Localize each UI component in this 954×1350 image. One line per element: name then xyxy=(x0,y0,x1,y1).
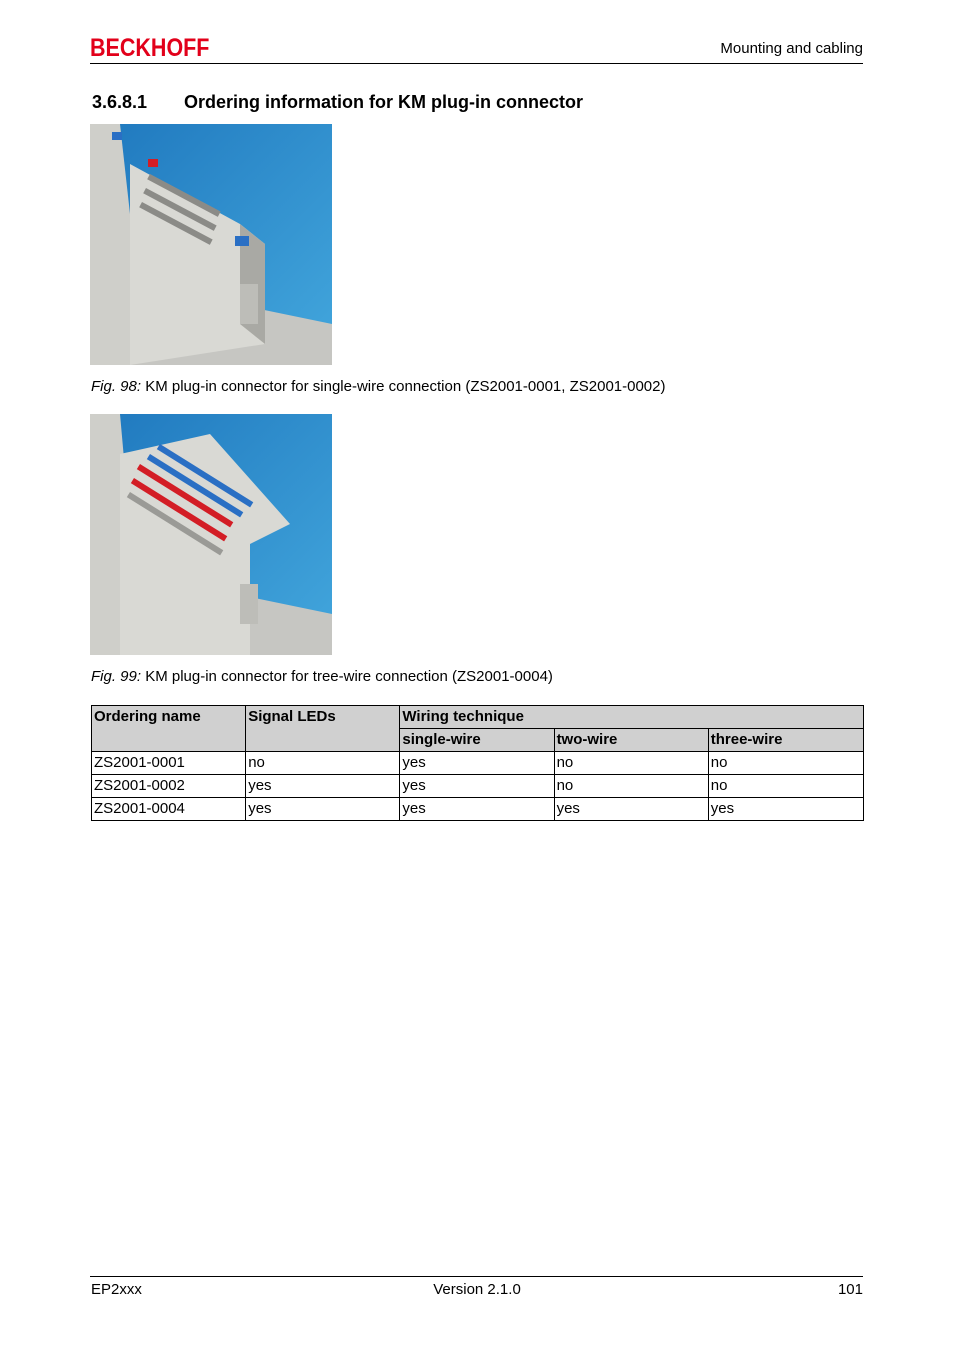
section-heading xyxy=(92,92,583,113)
table-cell: no xyxy=(246,752,400,775)
table-cell: yes xyxy=(708,798,863,821)
table-cell: ZS2001-0001 xyxy=(92,752,246,775)
header-two-wire: two-wire xyxy=(554,729,708,752)
table-cell: yes xyxy=(400,798,554,821)
header-wiring-technique: Wiring technique xyxy=(400,706,864,729)
table-row xyxy=(92,798,864,821)
table-cell: yes xyxy=(400,752,554,775)
header-rule xyxy=(90,63,863,64)
table-cell: ZS2001-0002 xyxy=(92,775,246,798)
footer-version: Version 2.1.0 xyxy=(433,1281,521,1298)
header-ordering-name: Ordering name xyxy=(92,706,246,752)
table-header-row xyxy=(92,706,864,729)
table-cell: ZS2001-0004 xyxy=(92,798,246,821)
table-cell: no xyxy=(554,752,708,775)
table-cell: yes xyxy=(400,775,554,798)
table-row xyxy=(92,752,864,775)
footer-rule xyxy=(90,1276,863,1277)
figure-98-caption xyxy=(91,378,666,395)
footer-product: EP2xxx xyxy=(91,1281,142,1298)
page-number: 101 xyxy=(837,1281,863,1298)
photo-single-wire-connector xyxy=(90,124,332,365)
section-title-text: Ordering information for KM plug-in connector xyxy=(184,92,583,112)
table-cell: yes xyxy=(246,798,400,821)
photo-three-wire-connector xyxy=(90,414,332,655)
beckhoff-logo: BECKHOFF xyxy=(90,34,210,62)
header-signal-leds: Signal LEDs xyxy=(246,706,400,752)
figure-99-caption xyxy=(91,668,553,685)
figure-98-text: KM plug-in connector for single-wire connection (ZS2001-0001, ZS2001-0002) xyxy=(145,378,666,395)
ordering-table xyxy=(91,705,864,821)
section-number: 3.6.8.1 xyxy=(92,92,148,112)
table-cell: no xyxy=(708,752,863,775)
figure-99-text: KM plug-in connector for tree-wire connection (ZS2001-0004) xyxy=(145,668,553,685)
header-section-name: Mounting and cabling xyxy=(720,40,863,57)
figure-98-label: Fig. 98: xyxy=(91,378,142,395)
table-cell: no xyxy=(554,775,708,798)
table-cell: yes xyxy=(554,798,708,821)
header-three-wire: three-wire xyxy=(708,729,863,752)
header-single-wire: single-wire xyxy=(400,729,554,752)
table-row xyxy=(92,775,864,798)
table-cell: yes xyxy=(246,775,400,798)
table-cell: no xyxy=(708,775,863,798)
figure-99-label: Fig. 99: xyxy=(91,668,142,685)
